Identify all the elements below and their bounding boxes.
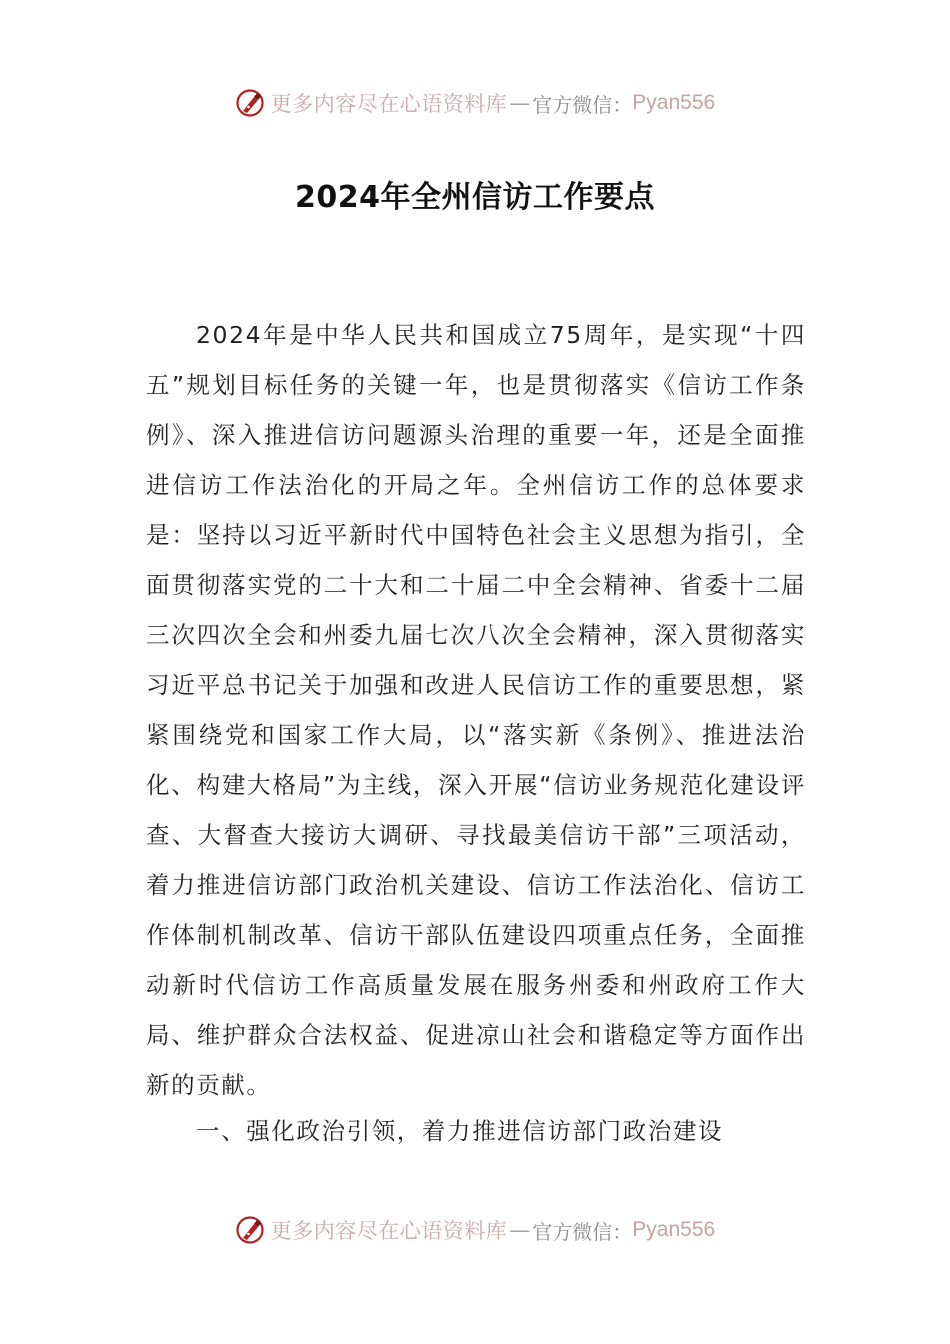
section-heading-1: 一、强化政治引领，着力推进信访部门政治建设 <box>196 1117 724 1145</box>
intro-paragraph: 2024年是中华人民共和国成立75周年，是实现“十四五”规划目标任务的关键一年，也是贯彻落实《信访工作条例》、深入推进信访问题源头治理的重要一年，还是全面推进信访工作法治化的开局之年。全州信访工作的总体要求是：坚持以习近平新时代中国特色社会主义思想为指引，全面贯彻落实党的二十大和二十届二中全会精神、省委十二届三次四次全会和州委九届七次八次全会精神，深入贯彻落实习近平总书记关于加强和改进人民信访工作的重要思想，紧紧围绕党和国家工作大局，以“落实新《条例》、推进法治化、构建大格局”为主线，深入开展“信访业务规范化建设评查、大督查大接访大调研、寻找最美信访干部”三项活动，着力推进信访部门政治机关建设、信访工作法治化、信访工作体制机制改革、信访干部队伍建设四项重点任务，全面推动新时代信访工作高质量发展在服务州委和州政府工作大局、维护群众合法权益、促进凉山社会和谐稳定等方面作出新的贡献。 <box>146 321 806 1099</box>
pen-nib-circle-icon <box>235 1215 265 1245</box>
watermark-wechat-id: Pyan556 <box>632 91 716 114</box>
watermark-text: 更多内容尽在心语资料库 <box>270 1219 508 1243</box>
document-title: 2024年全州信访工作要点 <box>295 180 655 215</box>
watermark-separator: — <box>509 1218 531 1242</box>
watermark-banner-top <box>0 83 950 123</box>
watermark-wechat-label: 官方微信： <box>532 1219 633 1244</box>
pen-nib-circle-icon <box>235 88 265 118</box>
watermark-wechat-id: Pyan556 <box>632 1218 716 1241</box>
watermark-text: 更多内容尽在心语资料库 <box>270 92 508 116</box>
watermark-separator: — <box>509 91 531 115</box>
watermark-banner-bottom <box>0 1210 950 1250</box>
watermark-wechat-label: 官方微信： <box>532 92 633 117</box>
